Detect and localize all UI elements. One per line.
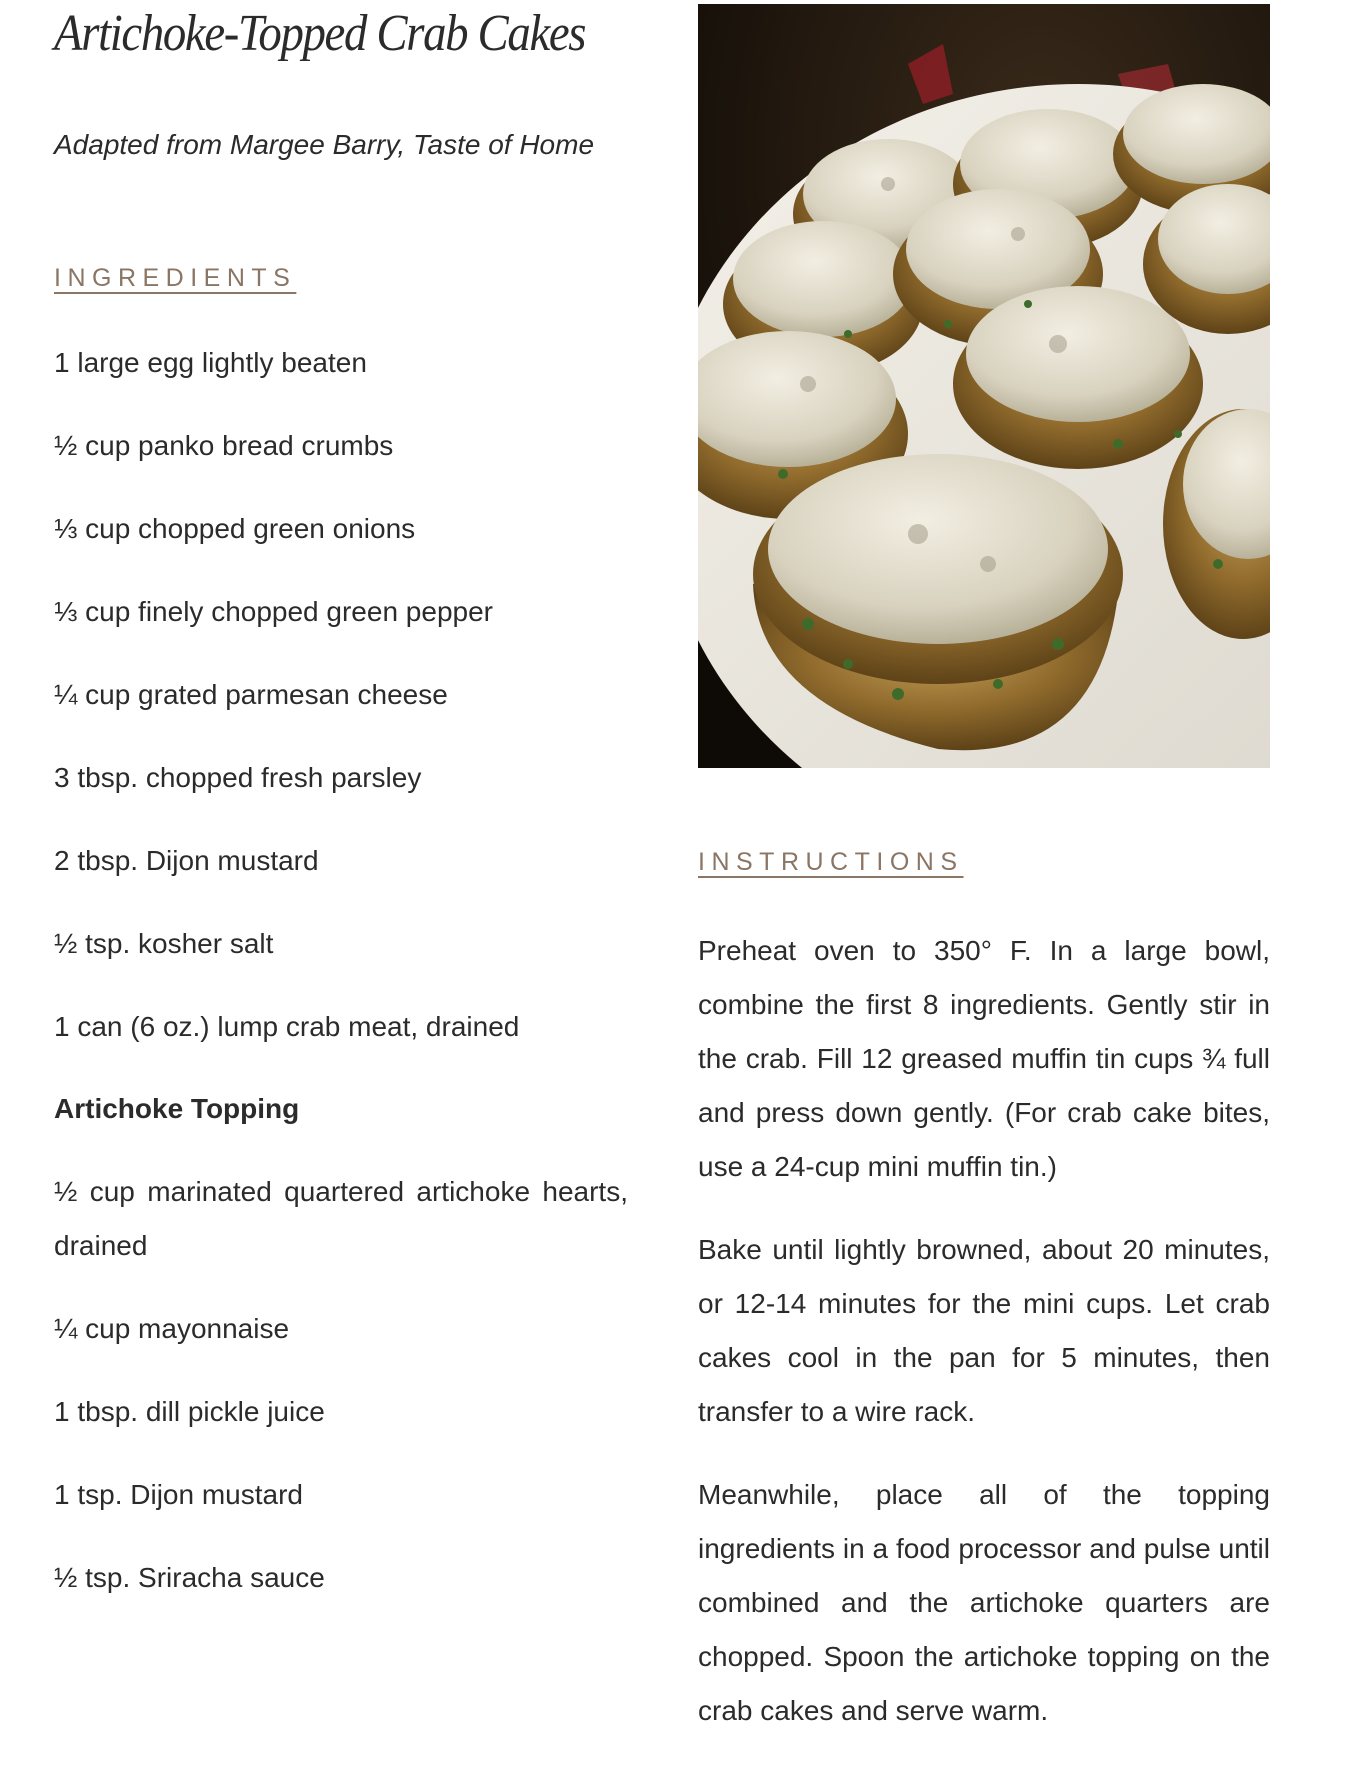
ingredient-item: 2 tbsp. Dijon mustard bbox=[54, 845, 319, 876]
instruction-step: Meanwhile, place all of the topping ingredients in a food processor and pulse until combined and the artichoke quarters are chopped. Spoon the artichoke topping on the crab cakes and serve warm. bbox=[698, 1479, 1270, 1726]
topping-item: ½ cup marinated quartered artichoke hearts, drained bbox=[54, 1176, 628, 1261]
ingredient-item: ⅓ cup chopped green onions bbox=[54, 513, 416, 544]
ingredient-item: ½ tsp. kosher salt bbox=[54, 928, 274, 959]
recipe-title: Artichoke-Topped Crab Cakes bbox=[54, 5, 586, 62]
instruction-step: Bake until lightly browned, about 20 minutes, or 12-14 minutes for the mini cups. Let crab cakes cool in the pan for 5 minutes, then transfer to a wire rack. bbox=[698, 1234, 1270, 1427]
ingredient-item: 1 large egg lightly beaten bbox=[54, 347, 367, 378]
ingredient-item: ¼ cup grated parmesan cheese bbox=[54, 679, 448, 710]
topping-item: ½ tsp. Sriracha sauce bbox=[54, 1562, 325, 1593]
ingredient-item: 3 tbsp. chopped fresh parsley bbox=[54, 762, 422, 793]
topping-item: 1 tbsp. dill pickle juice bbox=[54, 1396, 325, 1427]
topping-item: 1 tsp. Dijon mustard bbox=[54, 1479, 303, 1510]
ingredient-item: ½ cup panko bread crumbs bbox=[54, 430, 394, 461]
topping-subheading: Artichoke Topping bbox=[54, 1093, 300, 1124]
recipe-byline: Adapted from Margee Barry, Taste of Home bbox=[54, 129, 595, 160]
instructions-heading: INSTRUCTIONS bbox=[698, 848, 964, 876]
ingredients-heading: INGREDIENTS bbox=[54, 264, 297, 292]
instruction-step: Preheat oven to 350° F. In a large bowl, combine the first 8 ingredients. Gently stir in the crab. Fill 12 greased muffin tin cups ¾ full and press down gently. (For crab cake bites, use a 24-cup mini muffin tin.) bbox=[698, 935, 1270, 1182]
ingredient-item: ⅓ cup finely chopped green pepper bbox=[54, 596, 493, 627]
ingredient-item: 1 can (6 oz.) lump crab meat, drained bbox=[54, 1011, 520, 1042]
topping-item: ¼ cup mayonnaise bbox=[54, 1313, 290, 1344]
crab-cakes-photo bbox=[698, 4, 1270, 768]
